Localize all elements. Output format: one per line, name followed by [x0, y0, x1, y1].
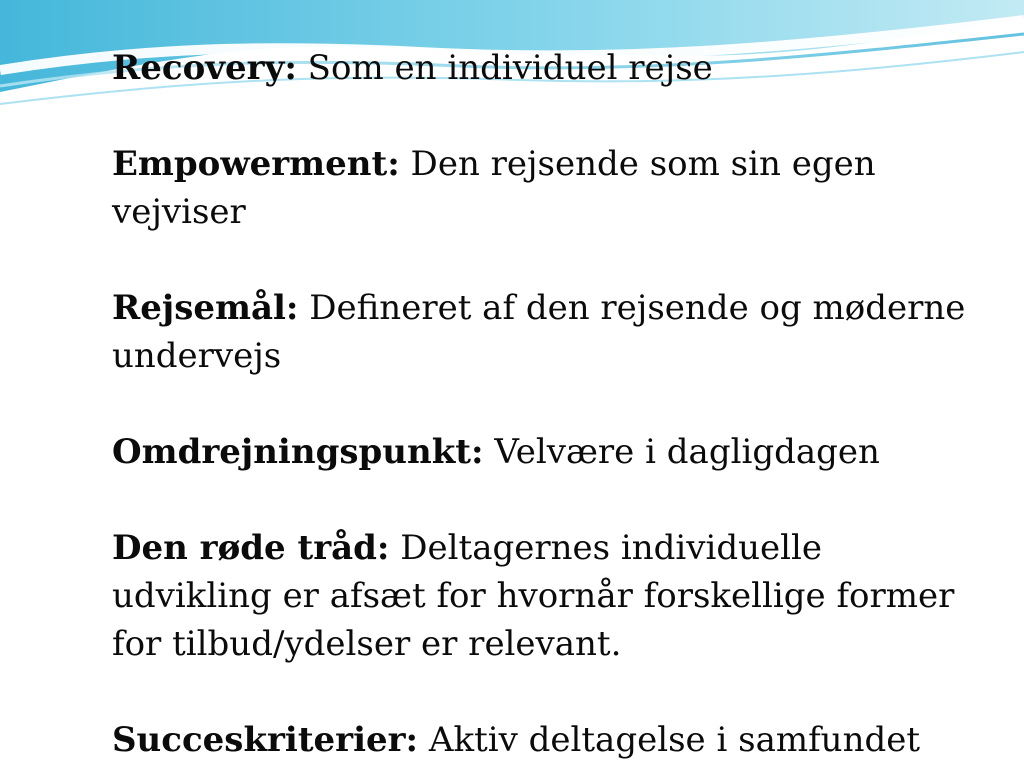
item-recovery	[112, 44, 972, 92]
definition-omdrejningspunkt: Velvære i dagligdagen	[483, 432, 880, 472]
item-succeskriterier	[112, 716, 972, 764]
item-den-rode-trad	[112, 524, 972, 668]
definition-recovery: Som en individuel rejse	[296, 48, 713, 88]
term-recovery: Recovery:	[112, 48, 297, 88]
definition-rejsemal: Defineret af den rejsende og møderne undervejs	[112, 288, 966, 376]
term-succeskriterier: Succeskriterier:	[112, 720, 419, 760]
term-rejsemal: Rejsemål:	[112, 288, 299, 328]
definition-empowerment: Den rejsende som sin egen vejviser	[112, 144, 876, 232]
definition-succeskriterier: Aktiv deltagelse i samfundet	[418, 720, 921, 760]
item-empowerment	[112, 140, 972, 236]
slide-content	[112, 44, 972, 764]
term-den-rode-trad: Den røde tråd:	[112, 528, 390, 568]
item-omdrejningspunkt	[112, 428, 972, 476]
definition-den-rode-trad: Deltagernes individuelle udvikling er afsæt for hvornår forskellige former for tilbud/ydelser er relevant.	[112, 528, 955, 664]
term-empowerment: Empowerment:	[112, 144, 400, 184]
item-rejsemal	[112, 284, 972, 380]
term-omdrejningspunkt: Omdrejningspunkt:	[112, 432, 484, 472]
